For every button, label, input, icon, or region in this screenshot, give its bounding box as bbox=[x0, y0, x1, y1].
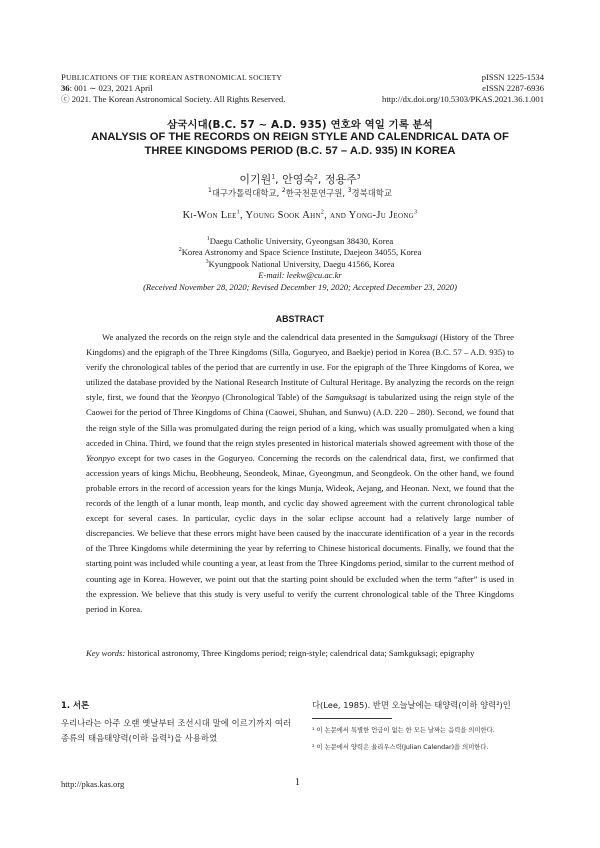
affil-mark: 3 bbox=[356, 173, 361, 181]
affil-mark: 1 bbox=[271, 173, 276, 181]
volume-info: 36: 001 ∼ 023, 2021 April bbox=[61, 83, 153, 93]
affil-ko-2: 한국천문연구원, bbox=[285, 188, 348, 198]
author-en-2: Young Sook Ahn bbox=[245, 210, 321, 221]
author-ko-3: 정용주 bbox=[324, 173, 357, 186]
section-body-col1: 우리나라는 아주 오랜 옛날부터 조선시대 말에 이르기까지 여러 종류의 태음태양력(이하 음력¹)을 사용하였 bbox=[61, 718, 292, 743]
keywords-label: Key words: bbox=[86, 648, 126, 658]
affiliations-english bbox=[60, 236, 540, 293]
author-en-3: Yong-Ju Jeong bbox=[348, 210, 415, 221]
affil-en-1 bbox=[60, 236, 540, 247]
abstract-italic: Samguksagi bbox=[325, 392, 367, 403]
page-number: 1 bbox=[295, 777, 300, 788]
separator: , bbox=[275, 173, 283, 186]
abstract-text: (Chronological Table) of the bbox=[219, 392, 326, 403]
title-english-line1: ANALYSIS OF THE RECORDS ON REIGN STYLE AND CALENDRICAL DATA OF bbox=[91, 131, 509, 143]
title-korean: 삼국시대(B.C. 57 ∼ A.D. 935) 연호와 역일 기록 분석 bbox=[167, 119, 433, 131]
keywords-text: historical astronomy, Three Kingdoms period; reign-style; calendrical data; Samkguksagi; epigraphy bbox=[125, 648, 475, 658]
pissn: pISSN 1225-1534 bbox=[481, 72, 544, 82]
section-heading: 1. 서론 bbox=[61, 700, 90, 710]
author-ko-2: 안영숙 bbox=[282, 173, 315, 186]
abstract-text: except for two cases in the Goguryeo. Concerning the records on the calendrical data, first, we confirmed that accession years of kings Michu, Beobheung, Seondeok, Minae, Gyeongmun, and Seongdeok. On the other hand, we found probable errors in the record of accession years for the kings Munja, Wideok, Aejang, and Heonan. Next, we found that the records of the length of a lunar month, leap month, and cyclic day showed agreement with the current chronological table except for several cases. In particular, cyclic days in the solar eclipse account had a relatively large number of discrepancies. We believe that these errors might have been caused by the inaccurate identification of a year in the records of the Three Kingdoms while determining the year by referring to Chinese historical documents. Finally, we found that the starting point was included while counting a year, at least from the Three Kingdoms period, similar to the current method of counting age in Korea. However, we point out that the starting point should be excluded when the term “after” is used in the expression. We believe that this study is very useful to verify the current chronological table of the Three Kingdoms period in Korea. bbox=[86, 452, 514, 614]
section-body-col2: 다(Lee, 1985). 반면 오늘날에는 태양력(이하 양력²)인 bbox=[312, 700, 511, 710]
abstract-italic: Yeonpyo bbox=[190, 392, 220, 403]
affil-en-1-text: Daegu Catholic University, Gyeongsan 38430, Korea bbox=[209, 236, 394, 246]
affil-ko-1: 대구가톨릭대학교, bbox=[211, 188, 282, 198]
received-dates: (Received November 28, 2020; Revised December 19, 2020; Accepted December 23, 2020) bbox=[143, 281, 457, 292]
footnote-rule bbox=[312, 718, 392, 719]
abstract-heading: ABSTRACT bbox=[275, 314, 325, 324]
footnote-1: ¹ 이 논문에서 특별한 언급이 없는 한 모든 날짜는 음력을 의미한다. bbox=[312, 727, 495, 734]
affil-en-3 bbox=[60, 259, 540, 270]
affil-ko-3: 경북대학교 bbox=[351, 188, 392, 198]
affil-mark: 1 bbox=[236, 209, 240, 216]
abstract-text: We analyzed the records on the reign style and the calendrical data presented in the bbox=[102, 332, 396, 342]
abstract-italic: Yeonpyo bbox=[86, 452, 115, 463]
affil-mark: 2 bbox=[320, 209, 325, 216]
eissn: eISSN 2287-6936 bbox=[482, 83, 544, 93]
abstract-italic: Samguksagi bbox=[395, 332, 438, 342]
affil-mark: 2 bbox=[314, 173, 318, 181]
affil-en-2-text: Korea Astronomy and Space Science Institute, Daejeon 34055, Korea bbox=[181, 247, 422, 258]
authors-korean bbox=[60, 171, 540, 187]
doi-link[interactable]: http://dx.doi.org/10.5303/PKAS.2021.36.1.001 bbox=[382, 94, 544, 104]
journal-header bbox=[61, 72, 361, 105]
affil-mark: 3 bbox=[347, 187, 352, 195]
email[interactable]: E-mail: leekw@cu.ac.kr bbox=[258, 270, 342, 281]
affiliations-korean bbox=[60, 187, 540, 199]
footer-url[interactable]: http://pkas.kas.org bbox=[61, 779, 125, 789]
separator: , and bbox=[324, 210, 349, 221]
affil-mark: 1 bbox=[206, 236, 210, 243]
separator: , bbox=[239, 210, 246, 221]
affil-mark: 2 bbox=[281, 187, 286, 195]
affil-mark: 2 bbox=[178, 247, 182, 254]
abstract-body bbox=[86, 330, 514, 617]
affil-mark: 3 bbox=[205, 258, 209, 265]
title-english-line2: THREE KINGDOMS PERIOD (B.C. 57 – A.D. 935) IN KOREA bbox=[144, 145, 456, 157]
abstract-text: (History of the Three Kingdoms) and the epigraph of the Three Kingdoms (Silla, Goguryeo, and Baekje) period in Korea (B.C. 57 – A.D. 935) to verify the chronological tables of the period that are currently in use. For the epigraph of the Three Kingdoms of Korea, we utilized the database provided by the National Research Institute of Cultural Heritage. By analyzing the records on the reign style, first, we found that the bbox=[86, 332, 514, 403]
issn-block bbox=[380, 72, 544, 105]
separator: , bbox=[317, 173, 325, 186]
author-en-1: Ki-Won Lee bbox=[182, 210, 237, 221]
affil-en-2 bbox=[60, 247, 540, 258]
author-ko-1: 이기원 bbox=[239, 173, 272, 186]
authors-english bbox=[60, 210, 540, 221]
affil-mark: 3 bbox=[414, 209, 418, 216]
affil-mark: 1 bbox=[208, 187, 212, 195]
keywords bbox=[86, 646, 514, 661]
affil-en-3-text: Kyungpook National University, Daegu 41566, Korea bbox=[208, 258, 395, 269]
copyright-notice: ⓒ 2021. The Korean Astronomical Society. All Rights Reserved. bbox=[61, 94, 286, 104]
journal-name: PUBLICATIONS OF THE KOREAN ASTRONOMICAL SOCIETY bbox=[61, 72, 283, 82]
title-english bbox=[60, 130, 540, 158]
footnote-2: ² 이 논문에서 양력은 율리우스력(Julian Calendar)을 의미한다. bbox=[312, 744, 489, 751]
abstract-text: is tabularized using the reign style of the Caowei for the period of Three Kingdoms of China (Caowei, Shuhan, and Sunwu) (A.D. 220 – 280). Second, we found that the reign style of the Silla was promulgated during the reign period of a king, which was usually promulgated when a king acceded in China. Third, we found that the reign styles presented in historical materials showed agreement with those of the bbox=[86, 392, 514, 448]
